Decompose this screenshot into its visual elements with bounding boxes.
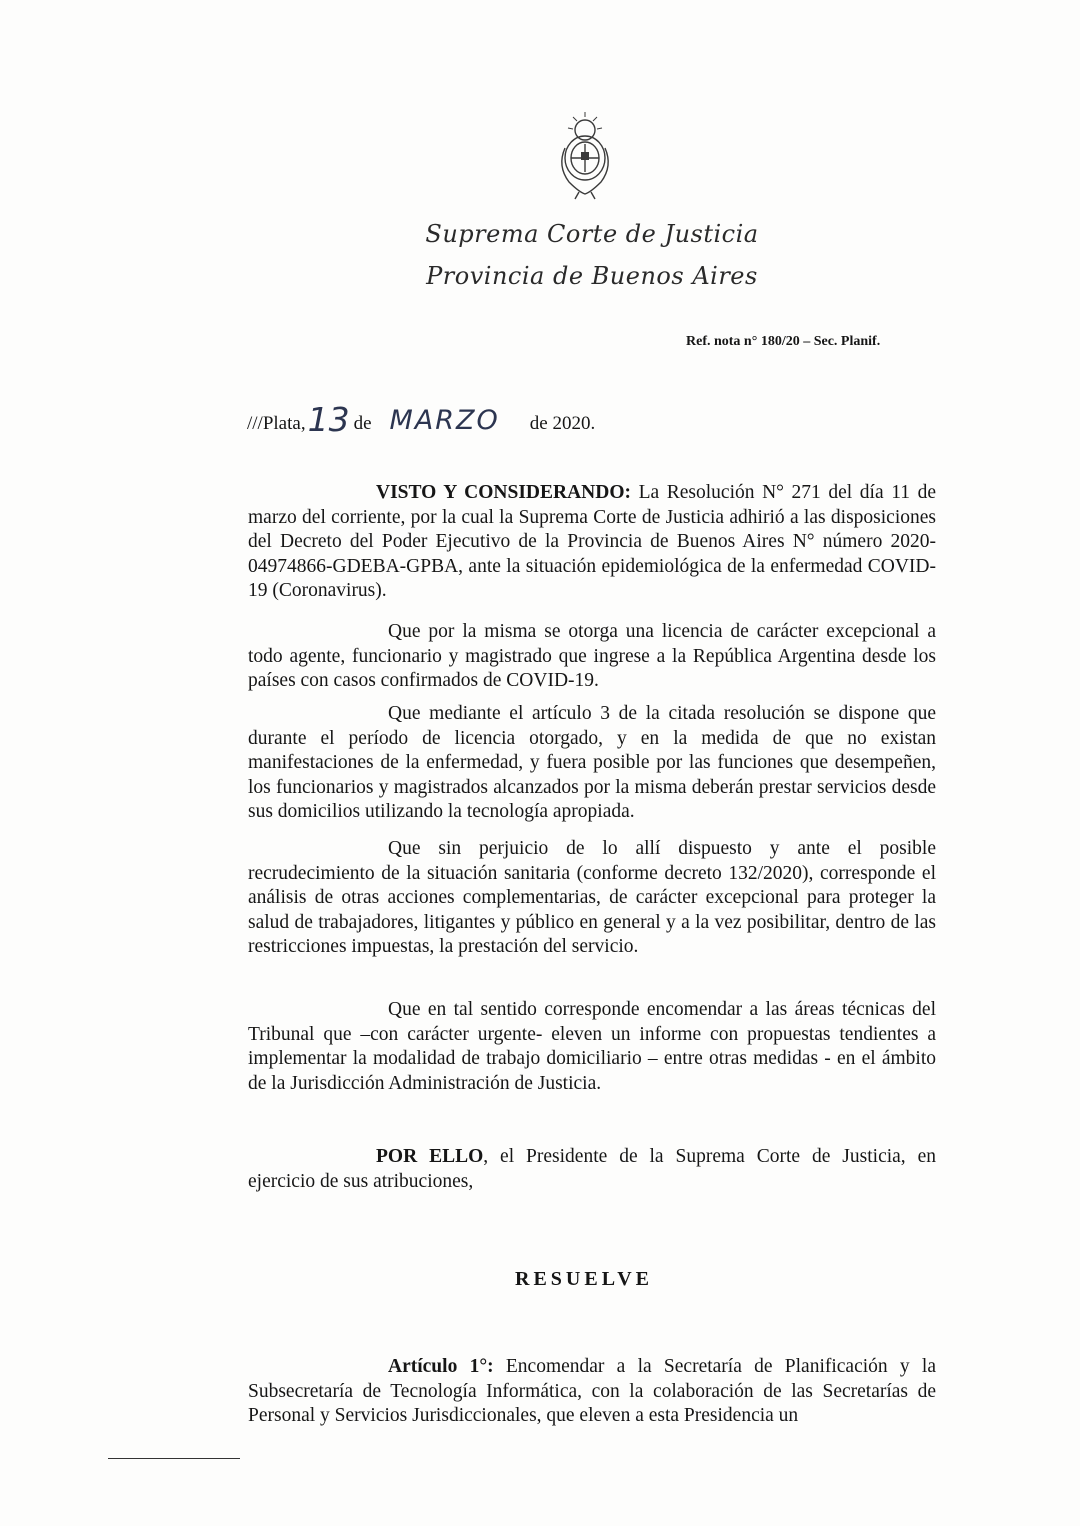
paragraph-licencia: Que por la misma se otorga una licencia de carácter excepcional a todo agente, funcionario y magistrado que ingrese a la República Argentina desde los países con casos confirmados de COVID-19.	[248, 621, 936, 691]
por-ello-text: , el Presidente de la Suprema Corte de Justicia, en ejercicio de sus atribuciones,	[248, 1146, 936, 1192]
paragraph-articulo-3: Que mediante el artículo 3 de la citada resolución se dispone que durante el período de licencia otorgado, y en la medida de que no existan manifestaciones de la enfermedad, y fuera posible por las funciones que desempeñen, los funcionarios y magistrados alcanzados por la misma deberán prestar servicios desde sus domicilios utilizando la tecnología apropiada.	[248, 703, 936, 822]
visto-text: La Resolución N° 271 del día 11 de marzo del corriente, por la cual la Suprema Corte de Justicia adhirió a las disposiciones del Decreto del Poder Ejecutivo de la Provincia de Buenos Aires N° número 2020-04974866-GDEBA-GPBA, ante la situación epidemiológica de la enfermedad COVID-19 (Coronavirus).	[248, 482, 936, 601]
visto-paragraph	[248, 481, 936, 604]
court-province-line-2: Provincia de Buenos Aires	[426, 262, 758, 290]
date-year: de 2020.	[529, 413, 596, 434]
handwritten-day: 13	[307, 400, 350, 439]
paragraph-encomendar: Que en tal sentido corresponde encomendar a las áreas técnicas del Tribunal que –con carácter urgente- eleven un informe con propuestas tendientes a implementar la modalidad de trabajo domiciliario – entre otras medidas - en el ámbito de la Jurisdicción Administración de Justicia.	[248, 999, 936, 1094]
handwritten-month: MARZO	[389, 405, 500, 436]
date-prefix: ///Plata,	[247, 413, 306, 434]
articulo-1-label: Artículo 1°:	[388, 1356, 494, 1377]
por-ello-label: POR ELLO	[376, 1146, 484, 1167]
footnote-separator	[108, 1458, 240, 1459]
articulo-1-paragraph	[248, 1355, 936, 1429]
articulo-1-text: Encomendar a la Secretaría de Planificación y la Subsecretaría de Tecnología Informática, con la colaboración de las Secretarías de Personal y Servicios Jurisdiccionales, que eleven a esta Presidencia un	[248, 1356, 936, 1426]
date-de: de	[353, 413, 372, 434]
resuelve-heading: RESUELVE	[515, 1268, 653, 1290]
court-name-line-1: Suprema Corte de Justicia	[425, 220, 759, 248]
paragraph-recrudecimiento: Que sin perjuicio de lo allí dispuesto y ante el posible recrudecimiento de la situación sanitaria (conforme decreto 132/2020), corresponde el análisis de otras acciones complementarias, de carácter excepcional para proteger la salud de trabajadores, litigantes y público en general y a la vez posibilitar, dentro de las restricciones impuestas, la prestación del servicio.	[248, 838, 936, 957]
national-coat-of-arms-seal	[553, 108, 617, 200]
date-line	[247, 398, 595, 437]
visto-label: VISTO Y CONSIDERANDO:	[376, 482, 631, 503]
reference-note: Ref. nota n° 180/20 – Sec. Planif.	[686, 334, 881, 349]
por-ello-paragraph	[248, 1145, 936, 1194]
